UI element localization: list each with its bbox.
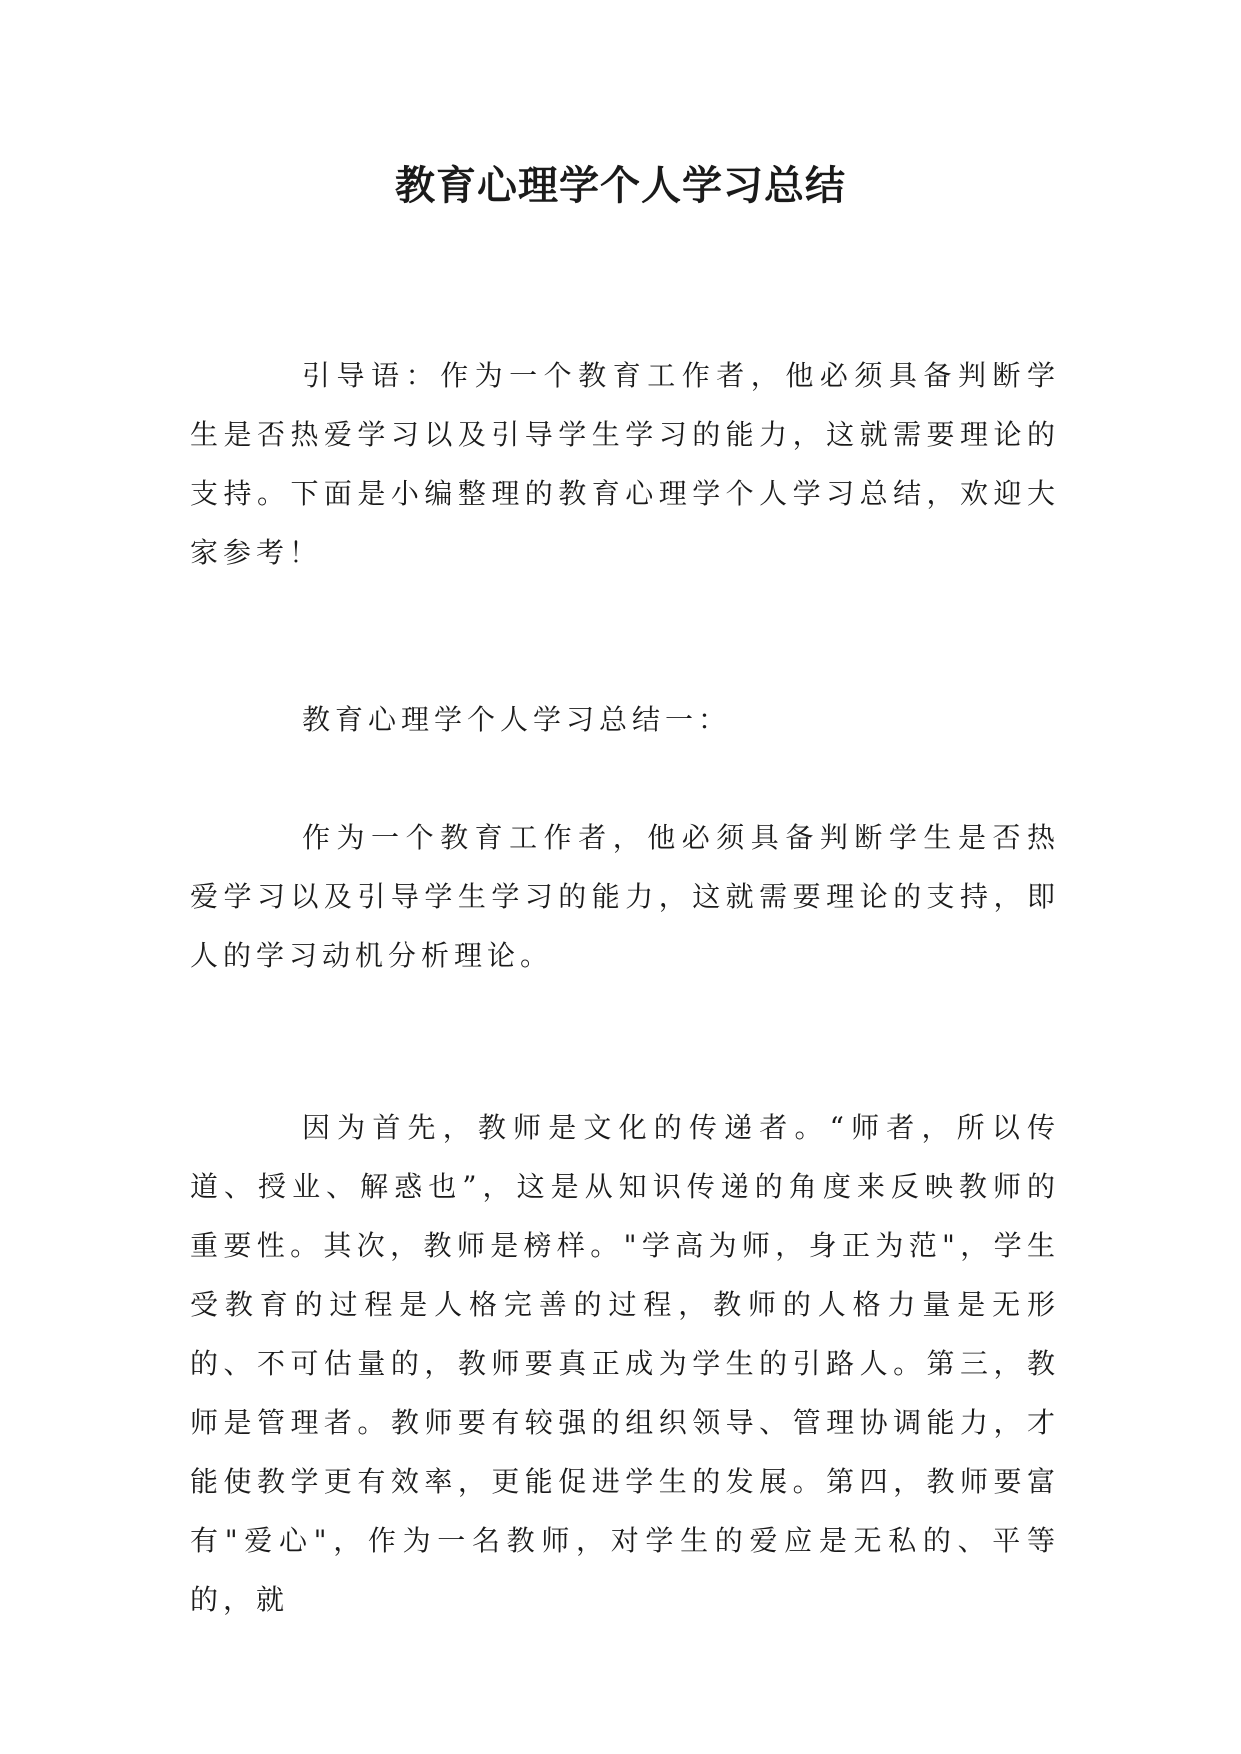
intro-paragraph: 引导语：作为一个教育工作者，他必须具备判断学生是否热爱学习以及引导学生学习的能力，这就需要理论的支持。下面是小编整理的教育心理学个人学习总结，欢迎大家参考！ xyxy=(190,359,1060,569)
body-paragraph-2: 因为首先，教师是文化的传递者。“师者，所以传道、授业、解惑也”，这是从知识传递的角度来反映教师的重要性。其次，教师是榜样。"学高为师，身正为范"，学生受教育的过程是人格完善的过程，教师的人格力量是无形的、不可估量的，教师要真正成为学生的引路人。第三，教师是管理者。教师要有较强的组织领导、管理协调能力，才能使教学更有效率，更能促进学生的发展。第四，教师要富有"爱心"，作为一名教师，对学生的爱应是无私的、平等的，就 xyxy=(190,1111,1060,1616)
section-heading: 教育心理学个人学习总结一： xyxy=(302,703,732,736)
body-paragraph-1: 作为一个教育工作者，他必须具备判断学生是否热爱学习以及引导学生学习的能力，这就需要理论的支持，即人的学习动机分析理论。 xyxy=(190,821,1060,972)
document-title: 教育心理学个人学习总结 xyxy=(395,162,846,209)
